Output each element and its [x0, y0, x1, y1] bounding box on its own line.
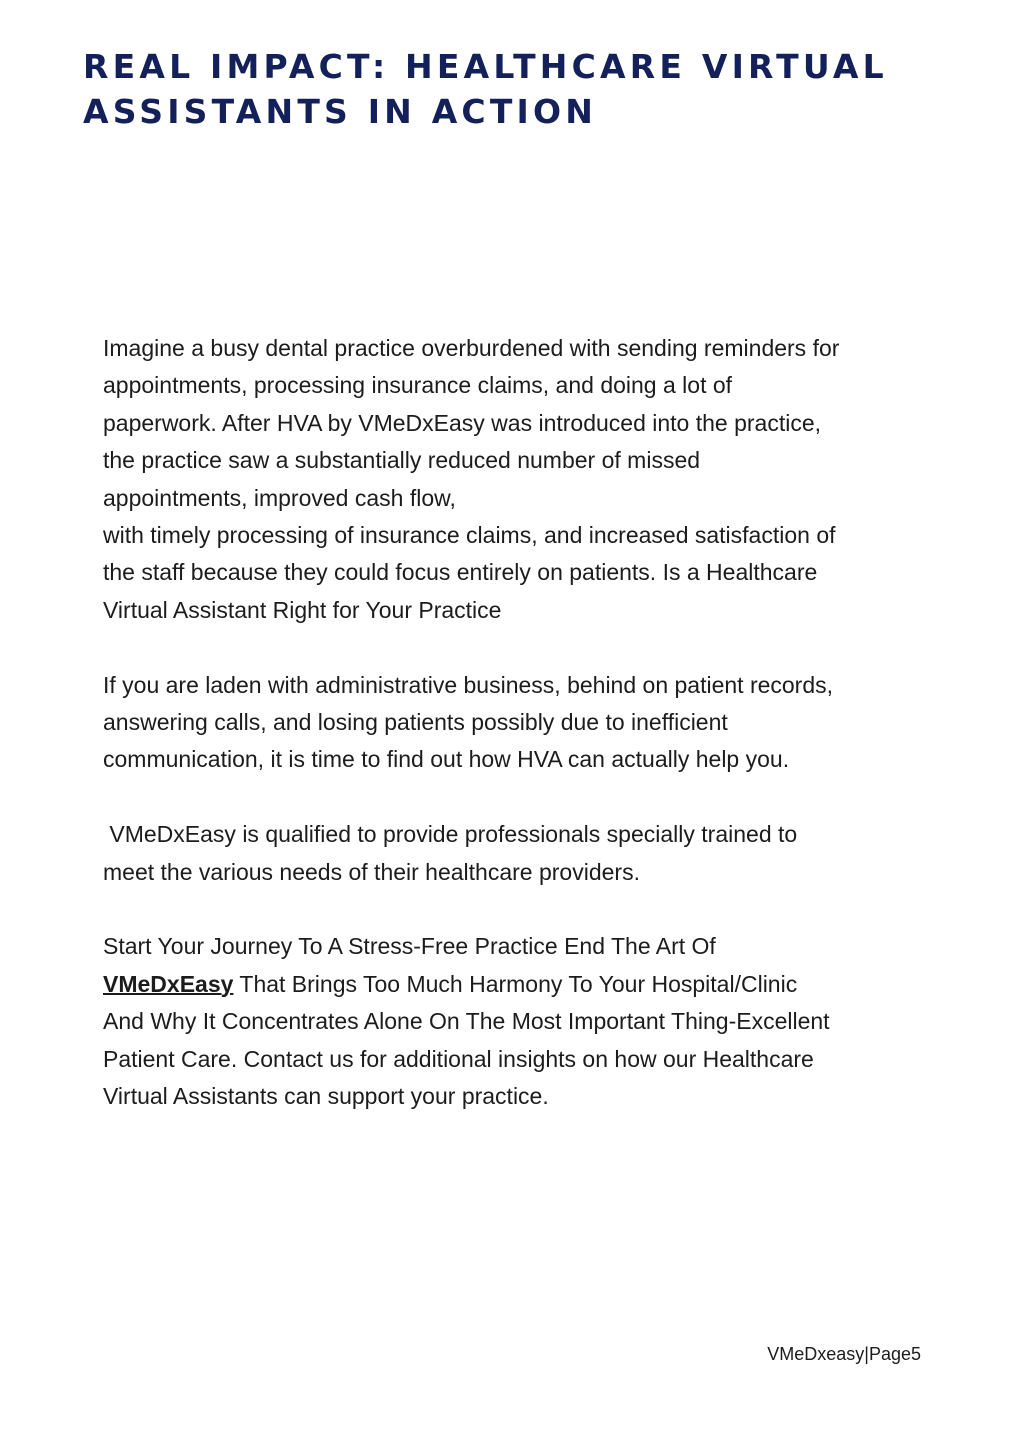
- page-title-line-2: ASSISTANTS IN ACTION: [83, 92, 598, 131]
- paragraph-call-to-action: [103, 928, 933, 1115]
- page-title: [83, 44, 963, 134]
- paragraph-case-study: [103, 330, 933, 629]
- paragraph-need-assessment: [103, 667, 933, 779]
- text-line: Virtual Assistant Right for Your Practice: [103, 596, 502, 623]
- article-body: [103, 330, 933, 1153]
- text-segment: That Brings Too Much Harmony To Your Hospital/Clinic: [233, 970, 798, 997]
- text-line: communication, it is time to find out how HVA can actually help you.: [103, 746, 790, 773]
- text-line: Imagine a busy dental practice overburdened with sending reminders for: [103, 335, 840, 361]
- text-line: appointments, processing insurance claims, and doing a lot of: [103, 372, 733, 399]
- text-line: Patient Care. Contact us for additional insights on how our Healthcare: [103, 1045, 814, 1072]
- text-line: If you are laden with administrative business, behind on patient records,: [103, 671, 834, 698]
- page-title-line-1: REAL IMPACT: HEALTHCARE VIRTUAL: [83, 47, 888, 86]
- text-line: the practice saw a substantially reduced number of missed: [103, 447, 701, 474]
- text-line: Virtual Assistants can support your practice.: [103, 1083, 549, 1110]
- text-line: VMeDxEasy is qualified to provide professionals specially trained to: [103, 821, 798, 848]
- text-line: with timely processing of insurance claims, and increased satisfaction of: [103, 522, 836, 549]
- text-line: Start Your Journey To A Stress-Free Practice End The Art Of: [103, 933, 716, 960]
- paragraph-qualifications: [103, 816, 933, 891]
- text-line: the staff because they could focus entirely on patients. Is a Healthcare: [103, 559, 818, 586]
- page-footer: VMeDxeasy|Page5: [767, 1344, 921, 1364]
- vmedxeasy-link[interactable]: VMeDxEasy: [103, 970, 234, 997]
- text-line: appointments, improved cash flow,: [103, 484, 456, 511]
- text-line: paperwork. After HVA by VMeDxEasy was introduced into the practice,: [103, 409, 822, 436]
- text-line: [103, 966, 933, 1003]
- text-line: meet the various needs of their healthcare providers.: [103, 858, 640, 885]
- text-line: And Why It Concentrates Alone On The Most Important Thing-Excellent: [103, 1008, 830, 1035]
- text-line: answering calls, and losing patients possibly due to inefficient: [103, 709, 728, 736]
